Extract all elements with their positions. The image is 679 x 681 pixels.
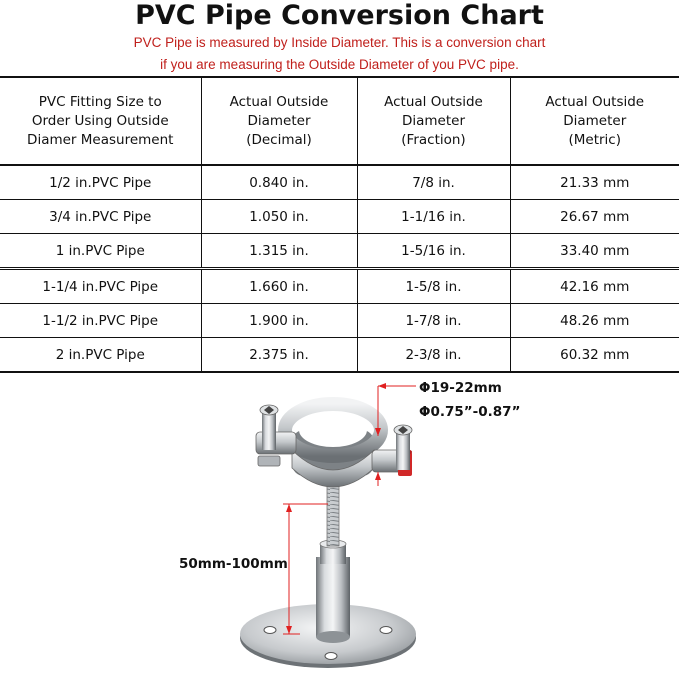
header-line: Diameter (401, 112, 466, 129)
support-tube (316, 540, 350, 643)
cell-decimal: 1.900 in. (201, 304, 357, 338)
cell-fitting-size: 2 in.PVC Pipe (0, 338, 201, 373)
header-line: (Metric) (568, 131, 621, 148)
table-row (0, 338, 679, 373)
header-line: Order Using Outside (31, 112, 169, 129)
header-fitting-size (0, 77, 201, 165)
height-range-label: 50mm-100mm (179, 556, 288, 572)
table-row (0, 234, 679, 269)
table-row (0, 200, 679, 234)
cell-fraction: 1-7/8 in. (357, 304, 510, 338)
header-outside-diameter-fraction (357, 77, 510, 165)
cell-fitting-size: 1 in.PVC Pipe (0, 234, 201, 269)
header-line: Diamer Measurement (27, 131, 174, 148)
cell-fraction: 7/8 in. (357, 165, 510, 200)
cell-metric: 26.67 mm (510, 200, 679, 234)
table-header-row (0, 77, 679, 165)
conversion-table (0, 76, 679, 373)
pipe-clamp-drawing (0, 372, 679, 677)
conversion-note-line-1: PVC Pipe is measured by Inside Diameter. This is a conversion chart (133, 35, 546, 50)
cell-decimal: 2.375 in. (201, 338, 357, 373)
table-row (0, 165, 679, 200)
cell-decimal: 0.840 in. (201, 165, 357, 200)
header-line: (Decimal) (246, 131, 312, 148)
cell-decimal: 1.315 in. (201, 234, 357, 269)
cell-metric: 21.33 mm (510, 165, 679, 200)
cell-metric: 33.40 mm (510, 234, 679, 269)
header-line: Actual Outside (545, 93, 645, 110)
clamp-diameter-inch-label: Φ0.75”-0.87” (419, 404, 521, 420)
cell-fitting-size: 1/2 in.PVC Pipe (0, 165, 201, 200)
cell-fraction: 1-1/16 in. (357, 200, 510, 234)
table-row (0, 269, 679, 304)
pipe-clamp-illustration (0, 372, 679, 677)
clamp-band (256, 404, 412, 487)
cell-fraction: 1-5/16 in. (357, 234, 510, 269)
header-line: Diameter (563, 112, 627, 129)
table-row (0, 304, 679, 338)
cell-fraction: 2-3/8 in. (357, 338, 510, 373)
cell-decimal: 1.660 in. (201, 269, 357, 304)
cell-metric: 42.16 mm (510, 269, 679, 304)
conversion-note-line-2: if you are measuring the Outside Diameter of you PVC pipe. (160, 57, 519, 72)
cell-fraction: 1-5/8 in. (357, 269, 510, 304)
cell-fitting-size: 1-1/4 in.PVC Pipe (0, 269, 201, 304)
cell-fitting-size: 3/4 in.PVC Pipe (0, 200, 201, 234)
header-line: PVC Fitting Size to (38, 93, 162, 110)
header-outside-diameter-metric (510, 77, 679, 165)
clamp-diameter-mm-label: Φ19-22mm (419, 380, 502, 396)
cell-fitting-size: 1-1/2 in.PVC Pipe (0, 304, 201, 338)
cell-metric: 60.32 mm (510, 338, 679, 373)
header-line: Actual Outside (229, 93, 329, 110)
header-line: (Fraction) (401, 131, 466, 148)
header-line: Actual Outside (384, 93, 483, 110)
cell-metric: 48.26 mm (510, 304, 679, 338)
cell-decimal: 1.050 in. (201, 200, 357, 234)
header-line: Diameter (247, 112, 311, 129)
header-outside-diameter-decimal (201, 77, 357, 165)
page-title: PVC Pipe Conversion Chart (135, 0, 544, 31)
